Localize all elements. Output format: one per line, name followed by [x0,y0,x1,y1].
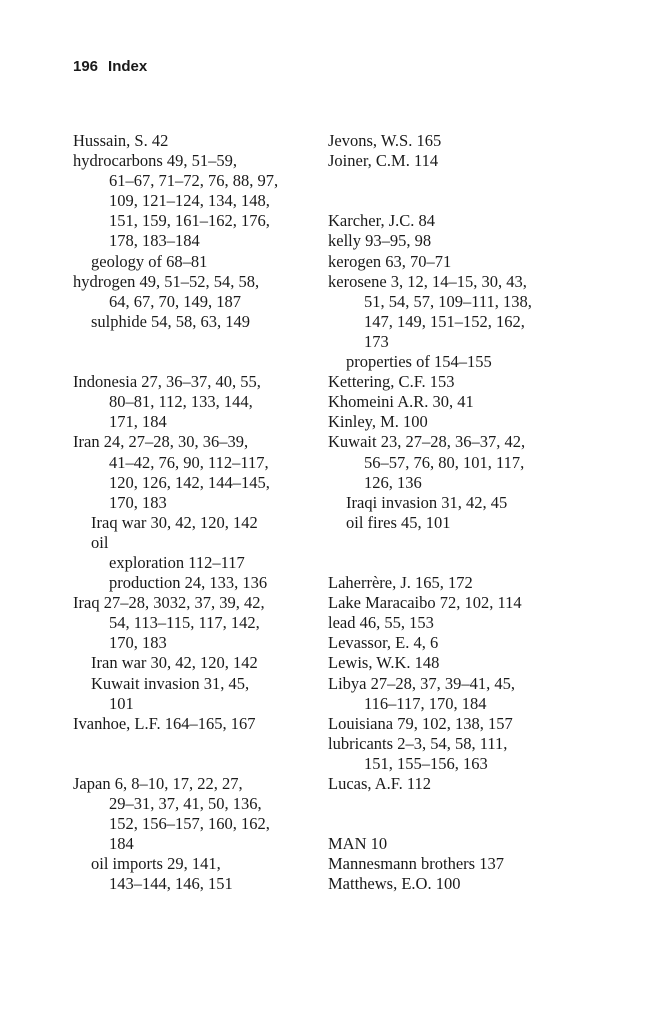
index-entry [328,874,568,894]
index-entry [328,674,568,714]
index-subentry-line: oil [91,532,109,552]
index-entry [328,593,568,613]
index-entry-line: Lake Maracaibo 72, 102, 114 [328,593,522,613]
page-number: 196 [73,58,99,75]
index-continuation-line: 173 [364,331,389,351]
index-continuation-line: 41–42, 76, 90, 112–117, [109,452,269,472]
index-entry [328,653,568,673]
index-entry-line: Laherrère, J. 165, 172 [328,573,473,593]
index-entry [328,131,568,151]
index-entry-line: Hussain, S. 42 [73,131,169,150]
index-subentry-line: Iran war 30, 42, 120, 142 [91,653,258,673]
index-continuation-line: 184 [109,834,134,854]
index-subentry-line: Kuwait invasion 31, 45, [91,673,250,693]
index-entry-line: Khomeini A.R. 30, 41 [328,392,474,412]
index-entry [328,412,568,432]
index-entry [73,432,313,593]
entry-group-gap [73,332,313,372]
index-continuation-line: 64, 67, 70, 149, 187 [109,291,241,311]
entry-group-gap [328,171,568,211]
index-continuation-line: 120, 126, 142, 144–145, [109,472,270,492]
index-continuation-line: 170, 183 [109,492,167,512]
index-continuation-line: 54, 113–115, 117, 142, [109,613,260,633]
index-entry-line: Joiner, C.M. 114 [328,151,439,171]
index-entry [328,252,568,272]
index-continuation-line: 126, 136 [364,472,422,492]
index-entry-line: Karcher, J.C. 84 [328,211,436,231]
index-entry-line: Kettering, C.F. 153 [328,372,455,392]
index-subentry-line: Iraq war 30, 42, 120, 142 [91,512,258,532]
index-entry [328,231,568,251]
index-entry [73,593,313,714]
index-entry-line: Iraq 27–28, 3032, 37, 39, 42, [73,593,265,613]
index-entry [73,774,313,895]
index-entry [328,573,568,593]
index-continuation-line: 56–57, 76, 80, 101, 117, [364,452,525,472]
index-continuation-line: 143–144, 146, 151 [109,874,233,894]
index-subentry-line: Iraqi invasion 31, 42, 45 [346,492,508,512]
index-entry-line: Matthews, E.O. 100 [328,874,461,894]
index-entry [73,714,313,734]
index-continuation-line: 80–81, 112, 133, 144, [109,392,253,412]
index-continuation-line: 29–31, 37, 41, 50, 136, [109,794,262,814]
index-entry-line: hydrogen 49, 51–52, 54, 58, [73,271,260,291]
index-entry-line: Lucas, A.F. 112 [328,774,432,793]
entry-group-gap [328,533,568,573]
index-continuation-line: 178, 183–184 [109,231,200,251]
index-entry [328,151,568,171]
index-entry-line: Iran 24, 27–28, 30, 36–39, [73,432,249,452]
index-entry [328,272,568,372]
index-entry-line: lubricants 2–3, 54, 58, 111, [328,733,508,753]
index-entry-line: Lewis, W.K. 148 [328,653,440,673]
running-header [73,58,147,75]
index-entry [328,834,568,854]
index-subentry-line: oil fires 45, 101 [346,512,451,532]
index-continuation-line: 151, 155–156, 163 [364,753,488,773]
index-continuation-line: 109, 121–124, 134, 148, [109,191,270,211]
index-subentry-line: properties of 154–155 [346,352,492,372]
index-entry-line: Mannesmann brothers 137 [328,854,504,874]
index-entry-line: Libya 27–28, 37, 39–41, 45, [328,673,515,693]
index-entry [73,272,313,332]
index-entry-line: Kuwait 23, 27–28, 36–37, 42, [328,432,526,452]
index-subentry-line: geology of 68–81 [91,251,208,271]
index-entry-line: Ivanhoe, L.F. 164–165, 167 [73,713,256,733]
index-continuation-line: production 24, 133, 136 [109,573,268,593]
index-continuation-line: 116–117, 170, 184 [364,693,487,713]
index-continuation-line: 171, 184 [109,412,167,432]
index-entry-line: Kinley, M. 100 [328,412,428,432]
index-entry-line: Japan 6, 8–10, 17, 22, 27, [73,774,243,793]
index-column-right [328,131,568,895]
index-continuation-line: 51, 54, 57, 109–111, 138, [364,291,532,311]
index-entry-line: kelly 93–95, 98 [328,231,432,251]
index-entry-line: lead 46, 55, 153 [328,613,434,633]
index-entry [73,372,313,432]
index-entry-line: Jevons, W.S. 165 [328,131,442,150]
index-entry [328,432,568,532]
index-entry-line: Indonesia 27, 36–37, 40, 55, [73,372,261,392]
index-continuation-line: 170, 183 [109,633,167,653]
index-entry [73,131,313,151]
index-continuation-line: exploration 112–117 [109,552,245,572]
index-entry-line: hydrocarbons 49, 51–59, [73,151,238,171]
index-entry [328,613,568,633]
index-column-left [73,131,313,895]
index-entry [328,774,568,794]
index-entry [328,854,568,874]
index-entry-line: kerosene 3, 12, 14–15, 30, 43, [328,271,527,291]
index-continuation-line: 101 [109,693,134,713]
index-subentry-line: oil imports 29, 141, [91,854,221,874]
section-title: Index [108,58,148,75]
index-entry [328,392,568,412]
index-entry-line: MAN 10 [328,834,388,854]
index-entry [328,633,568,653]
index-continuation-line: 152, 156–157, 160, 162, [109,814,270,834]
index-entry-line: Louisiana 79, 102, 138, 157 [328,713,513,733]
index-entry [328,734,568,774]
index-entry-line: Levassor, E. 4, 6 [328,633,439,653]
index-entry [328,714,568,734]
index-subentry-line: sulphide 54, 58, 63, 149 [91,311,251,331]
index-continuation-line: 151, 159, 161–162, 176, [109,211,270,231]
index-entry [73,151,313,272]
index-entry [328,372,568,392]
index-entry [328,211,568,231]
index-continuation-line: 61–67, 71–72, 76, 88, 97, [109,171,279,191]
index-entry-line: kerogen 63, 70–71 [328,251,452,271]
entry-group-gap [328,794,568,834]
entry-group-gap [73,734,313,774]
index-continuation-line: 147, 149, 151–152, 162, [364,311,525,331]
